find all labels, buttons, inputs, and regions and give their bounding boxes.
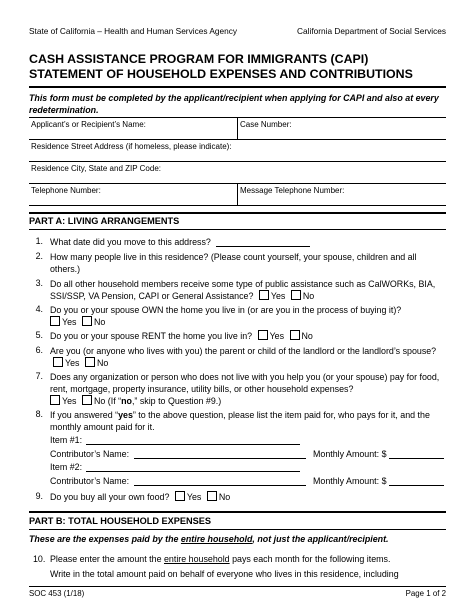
question-3: [50, 278, 446, 302]
footer-rule: [29, 586, 446, 587]
yes-label: Yes: [269, 331, 285, 341]
part-a-rule: [29, 212, 446, 214]
question-10-line2: Write in the total amount paid on behalf of everyone who lives in this residence, including: [50, 569, 399, 579]
q7-no-checkbox[interactable]: [82, 395, 92, 405]
residence-city-label: Residence City, State and ZIP Code:: [31, 164, 161, 173]
no-label: No: [96, 358, 109, 369]
question-7: [50, 371, 446, 408]
q5-no-checkbox[interactable]: [290, 330, 300, 340]
monthly-amount-2-label: Monthly Amount: $: [313, 476, 387, 486]
question-number: 1.: [35, 236, 43, 246]
yes-label: Yes: [65, 358, 80, 369]
question-3-text: Do all other household members receive some type of public assistance such as CalWORKs, BIA, SSI/SSP, VA Pension, CAPI or General Assistance?: [50, 279, 436, 302]
agency-header: State of California – Health and Human Services Agency: [29, 26, 237, 36]
part-b-underline: [29, 529, 446, 530]
q3-yes-checkbox[interactable]: [259, 290, 269, 300]
question-number: 3.: [35, 278, 43, 288]
question-8: If you answered “yes” to the above question, please list the item paid for, who pays for it, and the monthly amount paid for it.: [50, 410, 430, 433]
question-1-text: What date did you move to this address?: [50, 237, 211, 247]
case-number-field[interactable]: [238, 130, 444, 139]
form-number: SOC 453 (1/18): [29, 589, 85, 598]
question-6-text: Are you (or anyone who lives with you) the parent or child of the landlord or the landlord’s spouse?: [50, 346, 437, 356]
question-9: [50, 491, 446, 503]
question-5-text: Do you or your spouse RENT the home you live in?: [50, 331, 253, 341]
yes-label: Yes: [62, 317, 77, 328]
question-10: Please enter the amount the entire household pays each month for the following items.: [50, 554, 391, 564]
q7-yes-checkbox[interactable]: [50, 395, 60, 405]
field-divider: [29, 139, 446, 140]
monthly-amount-1-label: Monthly Amount: $: [313, 449, 387, 459]
part-b-subtitle: These are the expenses paid by the entire household, not just the applicant/recipient.: [29, 534, 389, 544]
yes-label: Yes: [186, 492, 202, 502]
item-2-label: Item #2:: [50, 462, 83, 472]
question-5: [50, 330, 446, 342]
field-divider: [29, 205, 446, 206]
part-a-title: PART A: LIVING ARRANGEMENTS: [29, 216, 180, 226]
contributor-2-field[interactable]: [134, 476, 306, 486]
question-number: 6.: [35, 345, 43, 355]
case-number-label: Case Number:: [240, 120, 292, 129]
question-7-text: Does any organization or person who does not live with you help you (or your spouse) pay for food, rent, mortgage, property insurance, utility bills, or other household expenses?: [50, 372, 440, 395]
question-number: 2.: [35, 251, 43, 261]
applicant-name-label: Applicant’s or Recipient’s Name:: [31, 120, 146, 129]
title-rule: [29, 86, 446, 88]
part-b-title: PART B: TOTAL HOUSEHOLD EXPENSES: [29, 516, 212, 526]
form-title-line1: CASH ASSISTANCE PROGRAM FOR IMMIGRANTS (CAPI): [29, 52, 369, 66]
q9-no-checkbox[interactable]: [207, 491, 217, 501]
yes-label: Yes: [62, 396, 77, 407]
contributor-1-label: Contributor’s Name:: [50, 449, 130, 459]
telephone-field[interactable]: [29, 196, 237, 205]
question-number: 4.: [35, 304, 43, 314]
q5-yes-checkbox[interactable]: [258, 330, 268, 340]
department-header: California Department of Social Services: [297, 26, 446, 36]
residence-city-field[interactable]: [29, 174, 444, 183]
question-10-number: 10.: [33, 554, 46, 564]
field-vdivider: [237, 117, 238, 139]
question-2: How many people live in this residence? (Please count yourself, your spouse, children and all others.): [50, 252, 417, 275]
no-label: No: [93, 317, 106, 328]
q3-no-checkbox[interactable]: [291, 290, 301, 300]
q4-yes-checkbox[interactable]: [50, 316, 60, 326]
q6-no-checkbox[interactable]: [85, 357, 95, 367]
part-b-rule: [29, 511, 446, 513]
monthly-amount-1-field[interactable]: [389, 449, 444, 459]
question-number: 9.: [35, 491, 43, 501]
contributor-2-label: Contributor’s Name:: [50, 476, 130, 486]
field-divider: [29, 161, 446, 162]
question-number: 8.: [35, 409, 43, 419]
page-number: Page 1 of 2: [405, 589, 446, 598]
question-6: [50, 345, 446, 369]
item-1-field[interactable]: [86, 435, 300, 445]
applicant-name-field[interactable]: [29, 130, 237, 139]
telephone-label: Telephone Number:: [31, 186, 101, 195]
item-1-label: Item #1:: [50, 435, 83, 445]
form-title-line2: STATEMENT OF HOUSEHOLD EXPENSES AND CONTRIBUTIONS: [29, 67, 413, 81]
question-4-text: Do you or your spouse OWN the home you live in (or are you in the process of buying it)?: [50, 305, 402, 315]
question-number: 5.: [35, 330, 43, 340]
item-2-field[interactable]: [86, 462, 300, 472]
question-number: 7.: [35, 371, 43, 381]
q6-yes-checkbox[interactable]: [53, 357, 63, 367]
intro-instructions: This form must be completed by the applicant/recipient when applying for CAPI and also at every redetermination.: [29, 93, 439, 115]
question-4: [50, 304, 446, 328]
q9-yes-checkbox[interactable]: [175, 491, 185, 501]
move-date-field[interactable]: [216, 237, 310, 247]
message-telephone-label: Message Telephone Number:: [240, 186, 345, 195]
no-label: No: [302, 291, 315, 302]
part-a-underline: [29, 229, 446, 230]
no-label: No: [93, 396, 106, 407]
question-1: [50, 236, 446, 248]
no-label: No: [218, 492, 231, 502]
field-vdivider: [237, 183, 238, 205]
residence-address-field[interactable]: [29, 152, 444, 161]
monthly-amount-2-field[interactable]: [389, 476, 444, 486]
question-9-text: Do you buy all your own food?: [50, 492, 170, 502]
yes-label: Yes: [270, 291, 286, 302]
q7-skip-note: (If “no,” skip to Question #9.): [107, 396, 222, 407]
q4-no-checkbox[interactable]: [82, 316, 92, 326]
message-telephone-field[interactable]: [238, 196, 444, 205]
residence-address-label: Residence Street Address (if homeless, please indicate):: [31, 142, 232, 151]
contributor-1-field[interactable]: [134, 449, 306, 459]
no-label: No: [301, 331, 313, 341]
